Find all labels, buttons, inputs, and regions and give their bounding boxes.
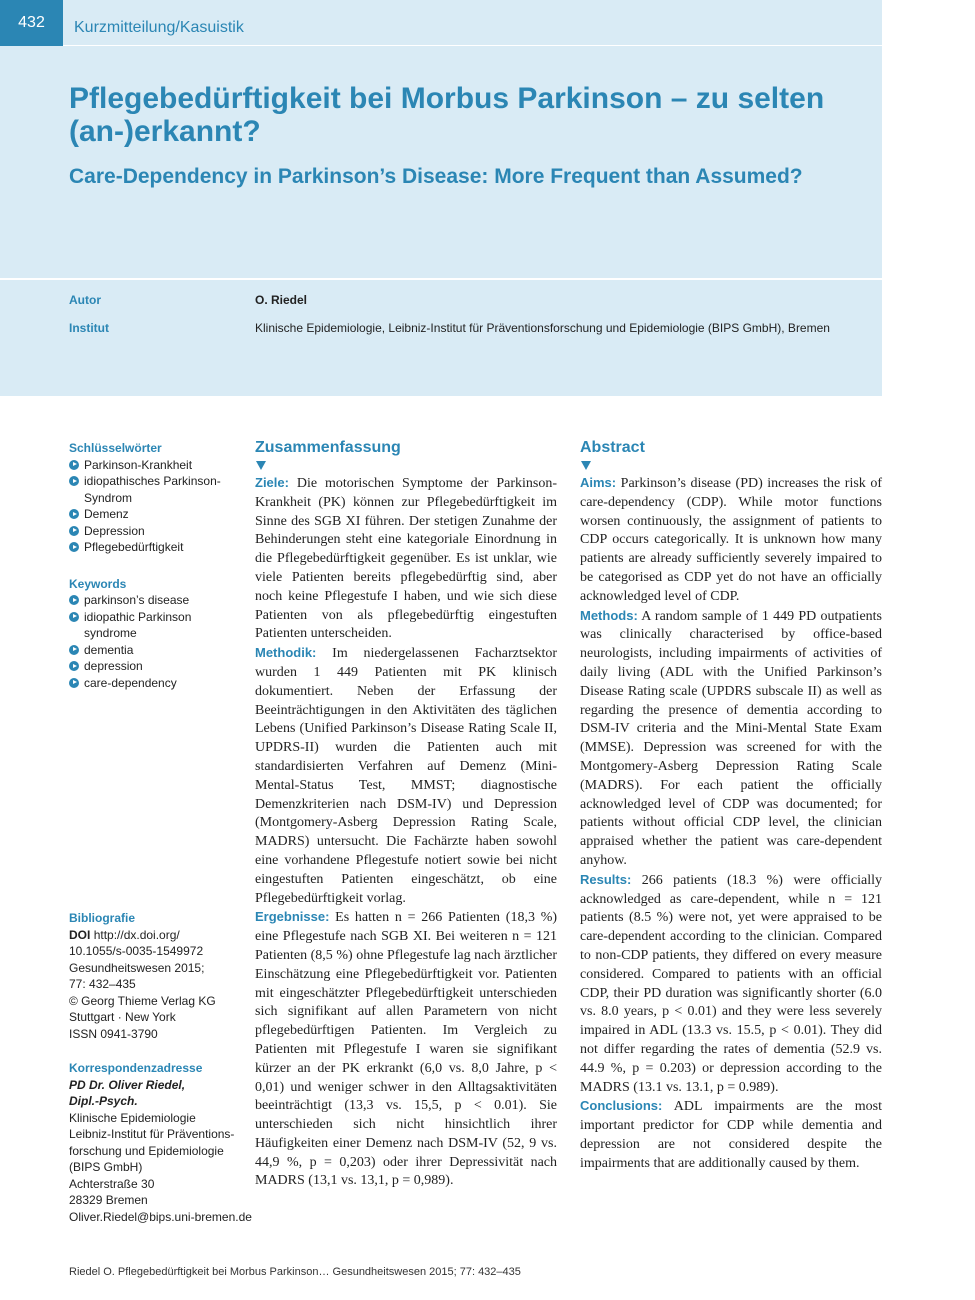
ziele-label: Ziele: [255, 475, 289, 490]
korrespondenz-heading: Korrespondenzadresse [69, 1061, 203, 1075]
doi-link[interactable]: http://dx.doi.org/ [93, 927, 180, 942]
section-label: Kurzmitteilung/Kasuistik [74, 19, 244, 36]
arrow-bullet-icon [69, 476, 79, 486]
meta-divider [0, 278, 882, 280]
title-english: Care-Dependency in Parkinson’s Disease: More Frequent than Assumed? [69, 165, 803, 188]
list-item: Demenz [69, 506, 239, 523]
arrow-bullet-icon [69, 509, 79, 519]
schluesselwoerter-list [69, 457, 239, 556]
arrow-bullet-icon [69, 645, 79, 655]
keywords-list [69, 592, 239, 691]
ergebnisse-paragraph: Ergebnisse: Es hatten n = 266 Patienten (18,3 %) eine Pflegestufe nach SGB XI. Bei weiteren n = 121 Patienten (8,5 %) ohne Pflegestufe lag nach ärztlicher Einschätzung eine Pflegebedürftigkeit vor. Patienten mit eingeschätzter Pflegebedürftigkeit unterschieden sich signifikant auf allen Parametern von nicht pflegebedürftigen Patienten. Im Vergleich zu Patienten mit Pflegestufe I waren sie signifikant kürzer an der PK erkrankt (6,0 vs. 8,0 Jahre, p < 0,01) und weniger schwer in den Alltagsaktivitäten beeinträchtigt (13,3 vs. 15,5, p < 0.01). Sie unterschieden sich nicht hinsichtlich ihrer Häufigkeiten einer Demenz nach DSM-IV (52, 9 vs. 44,9 %, p = 0,203) oder ihrer Depressivität nach MADRS (13,1 vs. 13,1, p = 0,989). [255, 909, 558, 1189]
email-link[interactable]: Oliver.Riedel@bips.uni-bremen.de [69, 1209, 252, 1224]
aims-label: Aims: [580, 475, 617, 490]
correspondence-block [69, 1060, 252, 1225]
author-label: Autor [69, 293, 101, 307]
institute-name: Klinische Epidemiologie, Leibniz-Institut für Präventionsforschung und Epidemiologie (BIPS GmbH), Bremen [255, 321, 830, 335]
bibliografie-line: ISSN 0941-3790 [69, 1026, 158, 1041]
address-line: Leibniz-Institut für Präventions- [69, 1127, 235, 1141]
methods-paragraph: Methods: A random sample of 1 449 PD outpatients was clinically characterised by office-based neurologists, including impairments of activities of daily living (ADL with the Unified Parkinson’s Disease Rating scale (UPDRS subscale II) as well as regarding the presence of dementia according to DSM-IV criteria and the Mini-Mental State Exam (MMSE). Depression was screened for with the Montgomery-Asberg Depression Rating Scale (MADRS). For each patient the officially acknowledged level of CDP was documented; for patients without official CDP level, the clinician appraised whether the patient was care-dependent anyhow. [580, 607, 882, 868]
bibliografie-line: 77: 432–435 [69, 977, 136, 991]
page-number: 432 [0, 0, 63, 46]
author-name: O. Riedel [255, 293, 308, 307]
list-item: depression [69, 658, 239, 675]
arrow-bullet-icon [69, 612, 79, 622]
methodik-paragraph: Methodik: Im niedergelassenen Facharztsektor wurden 1 449 Patienten mit PK klinisch dokumentiert. Neben der Erfassung der Beeinträchtigungen in den Aktivitäten des täglichen Lebens (Unified Parkinson’s Disease Rating Scale II, UPDRS-II) wurden die Patienten auch mit standardisierten Verfahren auf Demenz (Mini-Mental-Status Test, MMST; diagnostische Demenzkriterien nach DSM-IV) und Depression (Montgomery-Asberg Depression Rating Scale, MADRS) untersucht. Die Fachärzte haben sowohl eine vorhandene Pflegestufe notiert sowie bei nicht eingestuften Patienten eingeschätzt, ob eine Pflegebedürftigkeit vorlag. [255, 645, 558, 906]
bibliography-block [69, 910, 244, 1042]
schluesselwoerter-heading: Schlüsselwörter [69, 441, 162, 455]
bibliografie-line: © Georg Thieme Verlag KG [69, 993, 216, 1008]
arrow-bullet-icon [69, 542, 79, 552]
arrow-bullet-icon [69, 678, 79, 688]
address-line: forschung und Epidemiologie [69, 1143, 224, 1158]
zusammenfassung-column [255, 438, 557, 1191]
list-item: parkinson’s disease [69, 592, 239, 609]
arrow-bullet-icon [69, 595, 79, 605]
list-item: dementia [69, 642, 239, 659]
triangle-down-icon [256, 461, 266, 470]
address-line: 28329 Bremen [69, 1193, 148, 1207]
ergebnisse-label: Ergebnisse: [255, 909, 330, 925]
address-line: (BIPS GmbH) [69, 1160, 143, 1174]
doi-label: DOI [69, 927, 91, 942]
bibliografie-line[interactable]: 10.1055/s-0035-1549972 [69, 944, 204, 958]
header-panel [0, 0, 882, 396]
list-item: Pflegebedürftigkeit [69, 539, 239, 556]
correspondent-title: Dipl.-Psych. [69, 1094, 138, 1108]
results-label: Results: [580, 871, 632, 887]
abstract-column [580, 438, 882, 1173]
conclusions-label: Conclusions: [580, 1098, 663, 1114]
keywords-heading: Keywords [69, 576, 127, 591]
list-item: idiopathisches Parkinson-Syndrom [69, 473, 239, 506]
arrow-bullet-icon [69, 460, 79, 470]
footer-citation: Riedel O. Pflegebedürftigkeit bei Morbus Parkinson… Gesundheitswesen 2015; 77: 432–435 [69, 1266, 521, 1278]
address-line: Klinische Epidemiologie [69, 1110, 196, 1125]
zusammenfassung-heading: Zusammenfassung [255, 439, 401, 456]
list-item: Depression [69, 523, 239, 540]
ziele-paragraph: Ziele: Die motorischen Symptome der Parkinson-Krankheit (PK) können zur Pflegebedürftigkeit im Sinne des SGB XI führen. Der stetigen Zunahme der Behinderungen steht eine kategoriale Einordnung in die Pflegebedürftigkeit gegenüber. Es ist unklar, wie viele Patienten bereits pflegebedürftig sind, aber noch keine Pflegestufe I haben, und wie sich diese Patienten von als pflegebedürftig eingestuften Patienten unterscheiden. [255, 475, 557, 642]
conclusions-paragraph: Conclusions: ADL impairments are the most important predictor for CDP while dementia and depression are not considered despite the impairments that are additionally caused by them. [580, 1098, 882, 1171]
abstract-heading: Abstract [580, 439, 645, 456]
bibliografie-line: Stuttgart · New York [69, 1010, 176, 1024]
list-item: care-dependency [69, 675, 239, 692]
aims-paragraph: Aims: Parkinson’s disease (PD) increases the risk of care-dependency (CDP). While motor functions worsen continuously, the assignment of patients to CDP occurs categorically. It is unknown how many patients are already sufficiently severely impaired to be categorised as CDP yet do not have an officially acknowledged level of CDP. [580, 475, 882, 604]
methods-label: Methods: [580, 607, 638, 623]
bibliografie-heading: Bibliografie [69, 911, 136, 925]
triangle-down-icon [581, 461, 591, 470]
arrow-bullet-icon [69, 661, 79, 671]
results-paragraph: Results: 266 patients (18.3 %) were officially acknowledged as care-dependent, while n = 121 patients (8.5 %) were not, yet were appraised to be care-dependent according to the clinician. Compared to non-CDP patients, they differed on every measure considered. Compared to patients with an official CDP, their PD duration was significantly shorter (6.0 vs. 8.0 years, p < 0.01) and they were less severely impaired in ADL (13.3 vs. 15.5, p < 0.01). They did not differ regarding the rates of dementia (52.9 vs. 44.9 %, p = 0.203) or depression according to the MADRS (13.1 vs. 13.1, p = 0.989). [580, 871, 882, 1095]
title-german: Pflegebedürftigkeit bei Morbus Parkinson – zu selten (an-)erkannt? [69, 82, 825, 148]
list-item: idiopathic Parkinson syndrome [69, 609, 239, 642]
list-item: Parkinson-Krankheit [69, 457, 239, 474]
keyword-sidebar [69, 440, 239, 711]
correspondent-name: PD Dr. Oliver Riedel, [69, 1077, 186, 1092]
header-divider [63, 45, 882, 46]
arrow-bullet-icon [69, 526, 79, 536]
address-line: Achterstraße 30 [69, 1176, 155, 1191]
bibliografie-line: Gesundheitswesen 2015; [69, 960, 205, 975]
methodik-label: Methodik: [255, 645, 317, 661]
institute-label: Institut [69, 321, 109, 335]
